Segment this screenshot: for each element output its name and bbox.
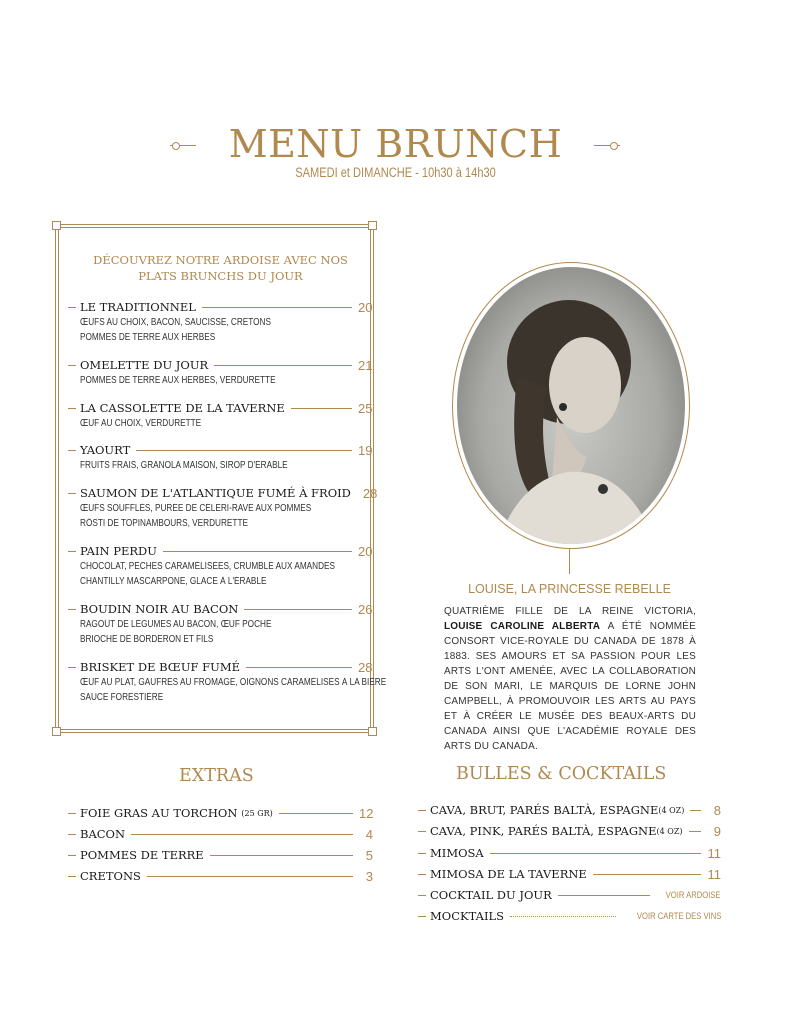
menu-item-name: BOUDIN NOIR AU BACON	[80, 602, 239, 616]
title-ornament-right	[594, 145, 620, 146]
extras-item	[68, 847, 373, 863]
extras-item-name: POMMES DE TERRE	[80, 848, 204, 862]
cocktail-item-name: MIMOSA	[430, 846, 484, 860]
cocktail-item	[418, 908, 721, 924]
cocktail-item	[418, 887, 721, 903]
menu-item-price: 20	[358, 299, 373, 315]
extras-item	[68, 826, 373, 842]
extras-item-price: 5	[365, 847, 373, 863]
menu-item-name: BRISKET DE BŒUF FUMÉ	[80, 660, 241, 674]
caption-name: LOUISE CAROLINE ALBERTA	[444, 621, 601, 632]
board-heading-line-1: DÉCOUVREZ NOTRE ARDOISE AVEC NOS	[93, 253, 348, 267]
menu-item-price: 26	[358, 601, 373, 617]
menu-item-desc: CHANTILLY MASCARPONE, GLACE À L'ÉRABLE	[80, 576, 267, 587]
page-subtitle: SAMEDI et DIMANCHE - 10h30 à 14h30	[295, 165, 496, 180]
extras-item-name: FOIE GRAS AU TORCHON	[80, 806, 238, 820]
cocktail-item-name: CAVA, BRUT, PARÉS BALTÀ, ESPAGNE	[430, 803, 659, 817]
menu-item-price: 21	[358, 357, 373, 373]
cocktail-item-price: VOIR CARTE DES VINS	[636, 911, 721, 921]
menu-item	[68, 485, 378, 531]
cocktail-item	[418, 845, 721, 861]
extras-item-name: CRETONS	[80, 869, 141, 883]
menu-item-name: OMELETTE DU JOUR	[80, 358, 209, 372]
cocktail-item	[418, 802, 721, 818]
menu-item-desc: SAUCE FORESTIÈRE	[80, 692, 164, 703]
menu-item	[68, 601, 372, 647]
cocktail-item-price: 11	[707, 866, 721, 882]
menu-item-price: 28	[358, 659, 373, 675]
menu-item-desc: ŒUF AU CHOIX, VERDURETTE	[80, 418, 202, 429]
caption-text-start: QUATRIÈME FILLE DE LA REINE VICTORIA,	[444, 606, 696, 617]
cocktail-item-name: CAVA, PINK, PARÉS BALTÀ, ESPAGNE	[430, 824, 657, 838]
portrait-stem	[569, 549, 570, 574]
extras-item-name: BACON	[80, 827, 126, 841]
cocktail-item-price: 11	[707, 845, 721, 861]
portrait-frame	[452, 262, 690, 549]
cocktail-item-price: 9	[713, 823, 721, 839]
menu-item-desc: POMMES DE TERRE AUX HERBES, VERDURETTE	[80, 375, 276, 386]
extras-item-note: (25 GR)	[241, 808, 273, 818]
menu-item-desc: POMMES DE TERRE AUX HERBES	[80, 332, 216, 343]
menu-item-name: LE TRADITIONNEL	[80, 300, 196, 314]
menu-item-desc: CHOCOLAT, PÊCHES CARAMÉLISÉES, CRUMBLE AUX AMANDES	[80, 561, 336, 572]
cocktail-item-name: MIMOSA DE LA TAVERNE	[430, 867, 587, 881]
extras-item-price: 3	[365, 868, 373, 884]
portrait-photo	[457, 267, 685, 544]
cocktails-title: BULLES & COCKTAILS	[456, 764, 667, 784]
portrait-caption-title: LOUISE, LA PRINCESSE REBELLE	[468, 582, 671, 596]
menu-item-name: LA CASSOLETTE DE LA TAVERNE	[80, 401, 285, 415]
board-heading-line-2: PLATS BRUNCHS DU JOUR	[138, 269, 303, 283]
cocktail-item-note: (4 OZ)	[658, 805, 685, 815]
cocktail-item-name: COCKTAIL DU JOUR	[430, 888, 552, 902]
menu-item-desc: BRIOCHE DE BORDERON ET FILS	[80, 634, 214, 645]
menu-item	[68, 400, 372, 431]
menu-item-desc: ŒUF AU PLAT, GAUFRES AU FROMAGE, OIGNONS CARAMÉLISÉS À LA BIÈRE	[80, 677, 387, 688]
menu-item	[68, 357, 372, 388]
extras-item	[68, 805, 373, 821]
cocktail-item-note: (4 OZ)	[656, 826, 683, 836]
menu-item-desc: RAGOÛT DE LÉGUMES AU BACON, ŒUF POCHÉ	[80, 619, 272, 630]
cocktail-item-price: VOIR ARDOISE	[666, 890, 721, 900]
portrait-caption	[444, 604, 696, 754]
menu-item-price: 25	[358, 400, 373, 416]
menu-item-name: SAUMON DE L'ATLANTIQUE FUMÉ À FROID	[80, 486, 351, 500]
menu-item	[68, 299, 372, 345]
page-title: MENU BRUNCH	[228, 122, 563, 166]
menu-item-price: 20	[358, 543, 373, 559]
extras-item	[68, 868, 373, 884]
menu-item-desc: ŒUFS AU CHOIX, BACON, SAUCISSE, CRETONS	[80, 317, 271, 328]
menu-item	[68, 659, 387, 705]
cocktail-item	[418, 823, 721, 839]
cocktail-item	[418, 866, 721, 882]
extras-title: EXTRAS	[179, 766, 254, 786]
menu-item	[68, 543, 372, 589]
extras-item-price: 12	[359, 805, 374, 821]
menu-item	[68, 442, 372, 473]
menu-item-price: 28	[362, 485, 378, 501]
extras-item-price: 4	[365, 826, 373, 842]
menu-item-desc: RÖSTI DE TOPINAMBOURS, VERDURETTE	[80, 518, 248, 529]
cocktail-item-price: 8	[713, 802, 721, 818]
caption-text-end: A ÉTÉ NOMMÉE CONSORT VICE-ROYALE DU CANADA DE 1878 À 1883. SES AMOURS ET SA PASSION POUR LES ARTS L'ONT AMENÉE, AVEC LA COLLABORATION DE SON MARI, LE MARQUIS DE LORNE JOHN CAMPBELL, À PROMOUVOIR LES ARTS AU PAYS ET À CRÉER LE MUSÉE DES BEAUX-ARTS DU CANADA AINSI QUE L'ACADÉMIE ROYALE DES ARTS DU CANADA.	[444, 621, 697, 752]
board-heading	[68, 252, 373, 284]
menu-item-desc: ŒUFS SOUFFLÉS, PURÉE DE CÉLERI-RAVE AUX POMMES	[80, 503, 312, 514]
menu-item-name: YAOURT	[80, 443, 131, 457]
cocktail-item-name: MOCKTAILS	[430, 909, 504, 923]
menu-item-price: 19	[358, 442, 373, 458]
menu-item-desc: FRUITS FRAIS, GRANOLA MAISON, SIROP D'ÉRABLE	[80, 460, 288, 471]
menu-item-name: PAIN PERDU	[80, 544, 157, 558]
